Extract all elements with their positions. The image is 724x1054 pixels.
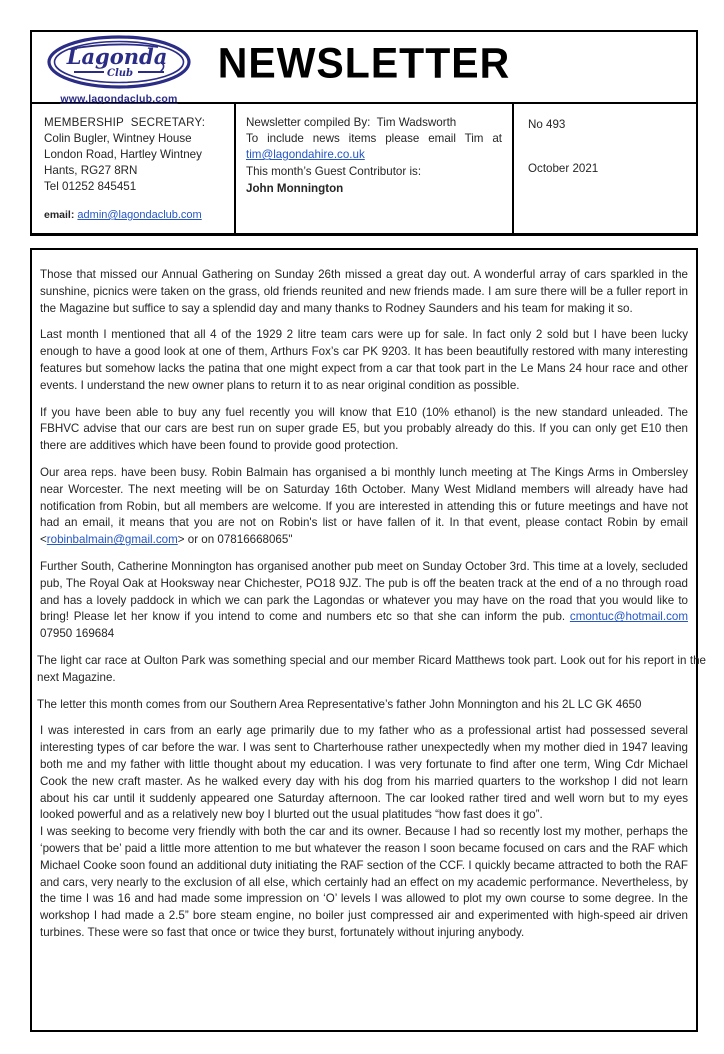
masthead xyxy=(32,32,696,105)
news-items-line xyxy=(246,131,502,163)
tim-email-link[interactable]: tim@lagondahire.co.uk xyxy=(246,148,365,161)
membership-secretary-block xyxy=(32,104,234,233)
secretary-address-line: Hants, RG27 8RN xyxy=(44,164,138,177)
compiled-by-block xyxy=(234,104,512,233)
issue-date: October 2021 xyxy=(528,162,599,175)
news-items-text: To include news items please email Tim at xyxy=(246,132,502,145)
body-paragraph: I was seeking to become very friendly with both the car and its owner. Because I had so recently lost my mother, perhaps the ‘powers that be’ paid a little more attention to me but whatever the reason I soon became focused on cars and the RAF which Michael Cooke soon found an additional duty initiating the RAF section of the CCF. I quickly became attracted to both the RAF and cars, very nearly to the exclusion of all else, which certainly had an effect on my academic performance. Nevertheless, by the time I was 16 and had made some impression on ‘O’ levels I was allowed to plot my own course to some degree. In the workshop I had made a 2.5” bore steam engine, no boiler just compressed air and experimented with high-speed air driven turbines. These were so fast that once or twice they burst, fortunately without injuring anybody. xyxy=(40,825,688,939)
page-title: NEWSLETTER xyxy=(217,39,511,87)
body-paragraph: Further South, Catherine Monnington has organised another pub meet on Sunday October 3rd. This time at a lovely, secluded pub, The Royal Oak at Hooksway near Chichester, PO18 9JZ. The pub is off the beaten track at the end of a no through road and has a lovely paddock in which we can park the Lagondas or whatever you may have on the road that you would like to bring! Please let her know if you intend to come and numbers etc so that she can inform the pub. cmontuc@hotmail.com 07950 169684 xyxy=(40,559,688,641)
admin-email-link[interactable]: admin@lagondaclub.com xyxy=(77,209,202,221)
svg-text:Lagonda: Lagonda xyxy=(66,44,168,69)
header xyxy=(30,30,698,236)
issue-block xyxy=(512,104,696,233)
compiled-by-line: Newsletter compiled By: Tim Wadsworth xyxy=(246,116,457,129)
secretary-address-line: London Road, Hartley Wintney xyxy=(44,148,202,161)
svg-text:Club: Club xyxy=(106,68,134,79)
secretary-heading: MEMBERSHIP SECRETARY: xyxy=(44,116,206,129)
body-paragraph: I was interested in cars from an early age primarily due to my father who as a professional artist had possessed several interesting types of car before the war. I was sent to Charterhouse rather unexpectedly when my mother died in 1947 leaving both me and my father with little thought about my education. I was very fortunate to find after one term, Wing Cdr Michael Cook the new craft master. As he walked every day with his dog from his married quarters to the workshop I did not learn about his car until it suddenly appeared one Saturday afternoon. The car looked rather tired and well worn but to my eyes looked powerful and as a relatively new boy I blurted out the usual platitudes “how fast does it go”. xyxy=(40,724,688,822)
secretary-email-line xyxy=(44,207,226,223)
contributor-line: This month’s Guest Contributor is: xyxy=(246,165,422,178)
newsletter-page xyxy=(30,30,706,1032)
contributor-name: John Monnington xyxy=(246,182,344,195)
body-paragraph: If you have been able to buy any fuel recently you will know that E10 (10% ethanol) is the new standard unleaded. The FBHVC advise that our cars are best run on super grade E5, but you probably already do this. If you can only get E10 then there are additives which have been found to provide good protection. xyxy=(40,405,688,453)
info-row xyxy=(32,102,696,233)
body-paragraph: Our area reps. have been busy. Robin Balmain has organised a bi monthly lunch meeting at The Kings Arms in Ombersley near Worcester. The next meeting will be on Saturday 16th October. Many West Midland members will already have had notification from Robin, but all members are welcome. If you are interested in attending this or future meetings and have not had an email, it means that you are not on Robin's list or have fallen of it. In that event, please contact Robin by email <robinbalmain@gmail.com> or on 07816668065" xyxy=(40,465,688,547)
email-link[interactable]: robinbalmain@gmail.com xyxy=(46,533,178,547)
email-link[interactable]: cmontuc@hotmail.com xyxy=(569,610,688,624)
body-paragraph: The letter this month comes from our Southern Area Representative’s father John Monnington and his 2L LC GK 4650 xyxy=(37,697,642,711)
secretary-phone-line: Tel 01252 845451 xyxy=(44,180,137,193)
body-paragraph: The light car race at Oulton Park was something special and our member Ricard Matthews took part. Look out for his report in the next Magazine. xyxy=(37,653,706,684)
body-paragraph: Last month I mentioned that all 4 of the 1929 2 litre team cars were up for sale. In fact only 2 sold but I have been lucky enough to have a good look at one of them, Arthurs Fox’s car PK 9203. It has been beautifully restored with many interesting features but somehow lacks the patina that one might expect from a car that took part in the Le Mans 24 hour race and other events. I understand the new owner plans to return it to as near original condition as possible. xyxy=(40,328,688,392)
website-link[interactable]: www.lagondaclub.com xyxy=(60,93,178,105)
secretary-name-line: Colin Bugler, Wintney House xyxy=(44,132,192,145)
newsletter-body xyxy=(30,248,706,1032)
issue-number: No 493 xyxy=(528,118,566,131)
body-paragraph: Those that missed our Annual Gathering on Sunday 26th missed a great day out. A wonderful array of cars sparkled in the sunshine, picnics were taken on the grass, old friends reunited and new friends made. I am sure there will be a fuller report in the Magazine but suffice to say a splendid day and many thanks to Rodney Saunders and his team for making it so. xyxy=(40,268,688,315)
email-label: email: xyxy=(44,209,75,221)
